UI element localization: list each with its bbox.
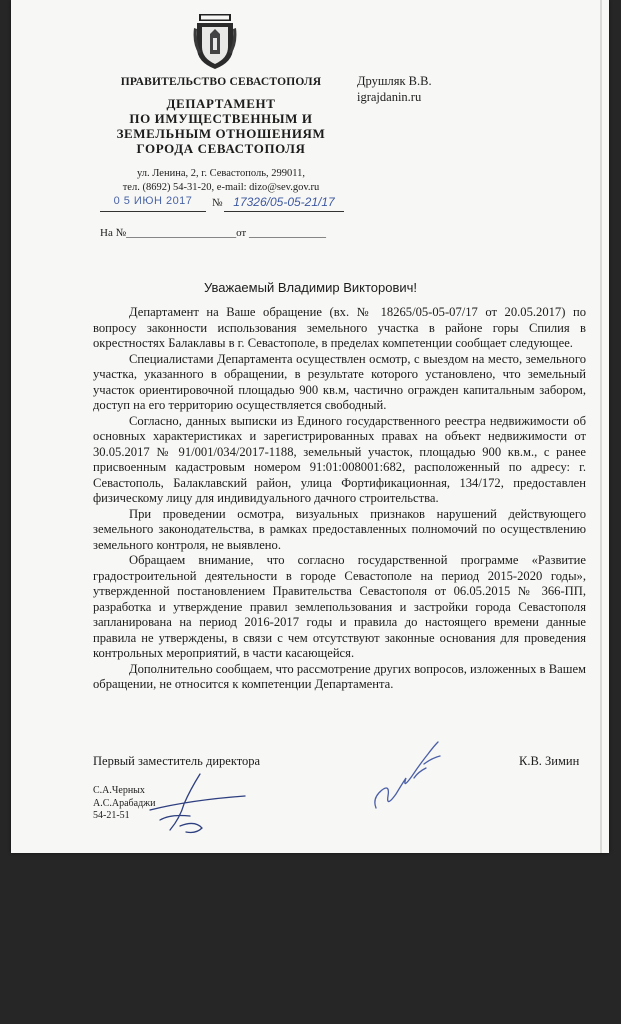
department-line-3: ЗЕМЕЛЬНЫМ ОТНОШЕНИЯМ bbox=[116, 126, 326, 141]
executor-signature bbox=[140, 770, 250, 840]
paragraph: При проведении осмотра, визуальных признаков нарушений действующего земельного законодательства, в рамках предоставленных полномочий по осуществлению земельного контроля, не выявлено. bbox=[93, 506, 586, 552]
addressee-name: Друшляк В.В. bbox=[357, 74, 432, 88]
contact-line: тел. (8692) 54-31-20, e-mail: dizo@sev.gov.ru bbox=[122, 182, 320, 193]
number-label: № bbox=[212, 197, 223, 209]
paragraph: Обращаем внимание, что согласно государственной программе «Развитие градостроительной деятельности в городе Севастополе на период 2015-2020 годы», утвержденной постановлением Правительства Севастополя от 06.05.2015 № 366-ПП, разработка и утверждение правил землепользования и застройки города Севастополя запланирована на период 2016-2017 годы и правила до настоящего времени данные правила не утверждены, в связи с чем отсутствуют законные основания для проведения контрольных мероприятий, в части касающейся. bbox=[93, 553, 586, 660]
department-line-1: ДЕПАРТАМЕНТ bbox=[166, 96, 276, 111]
executor-1: С.А.Черных bbox=[93, 785, 145, 796]
reply-to-line: На №____________________от ______________ bbox=[100, 227, 326, 239]
director-signature bbox=[368, 738, 468, 818]
signer-name: К.В. Зимин bbox=[519, 754, 580, 768]
executor-phone: 54-21-51 bbox=[93, 810, 130, 821]
department-line-4: ГОРОДА СЕВАСТОПОЛЯ bbox=[136, 141, 306, 156]
executor-2: А.С.Арабаджи bbox=[93, 797, 156, 809]
date-stamp: 0 5 ИЮН 2017 bbox=[100, 195, 206, 212]
paragraph: Специалистами Департамента осуществлен осмотр, с выездом на место, земельного участка, указанного в обращении, в результате которого установлено, что земельный участок ориентировочной площадью 900 кв.м, частично огражден капитальным забором, доступ на его территорию осуществляется свободный. bbox=[93, 351, 586, 412]
department-line-2: ПО ИМУЩЕСТВЕННЫМ И bbox=[129, 111, 313, 126]
letterhead bbox=[98, 76, 344, 195]
paragraph: Дополнительно сообщаем, что рассмотрение других вопросов, изложенных в Вашем обращении, не относится к компетенции Департамента. bbox=[93, 661, 586, 691]
address-line: ул. Ленина, 2, г. Севастополь, 299011, bbox=[136, 168, 305, 179]
sevastopol-coat-of-arms-icon bbox=[193, 14, 237, 70]
outgoing-number: 17326/05-05-21/17 bbox=[224, 195, 344, 212]
letter-body bbox=[93, 305, 586, 693]
signer-position: Первый заместитель директора bbox=[93, 754, 261, 768]
page-edge bbox=[600, 0, 602, 853]
government-name: ПРАВИТЕЛЬСТВО СЕВАСТОПОЛЯ bbox=[120, 76, 322, 88]
addressee-site: igrajdanin.ru bbox=[357, 90, 422, 104]
paragraph: Согласно, данных выписки из Единого государственного реестра недвижимости об основных характеристиках и зарегистрированных правах на объект недвижимости от 30.05.2017 № 91/001/034/2017-1188, земельный участок, площадью 900 кв.м., с ранее присвоенным кадастровым номером 91:01:008001:682, расположенный по адресу: г. Севастополь, Балаклавский район, улица Фортификационная, 134/172, предоставлен физическому лицу для индивидуального дачного строительства. bbox=[93, 413, 586, 505]
paragraph: Департамент на Ваше обращение (вх. № 18265/05-05-07/17 от 20.05.2017) по вопросу законности использования земельного участка в районе горы Спилия в окрестностях Балаклавы в г. Севастополе, в пределах компетенции сообщает следующее. bbox=[93, 305, 586, 350]
addressee bbox=[357, 73, 432, 105]
greeting: Уважаемый Владимир Викторович! bbox=[203, 280, 418, 295]
registration-line bbox=[100, 195, 350, 213]
